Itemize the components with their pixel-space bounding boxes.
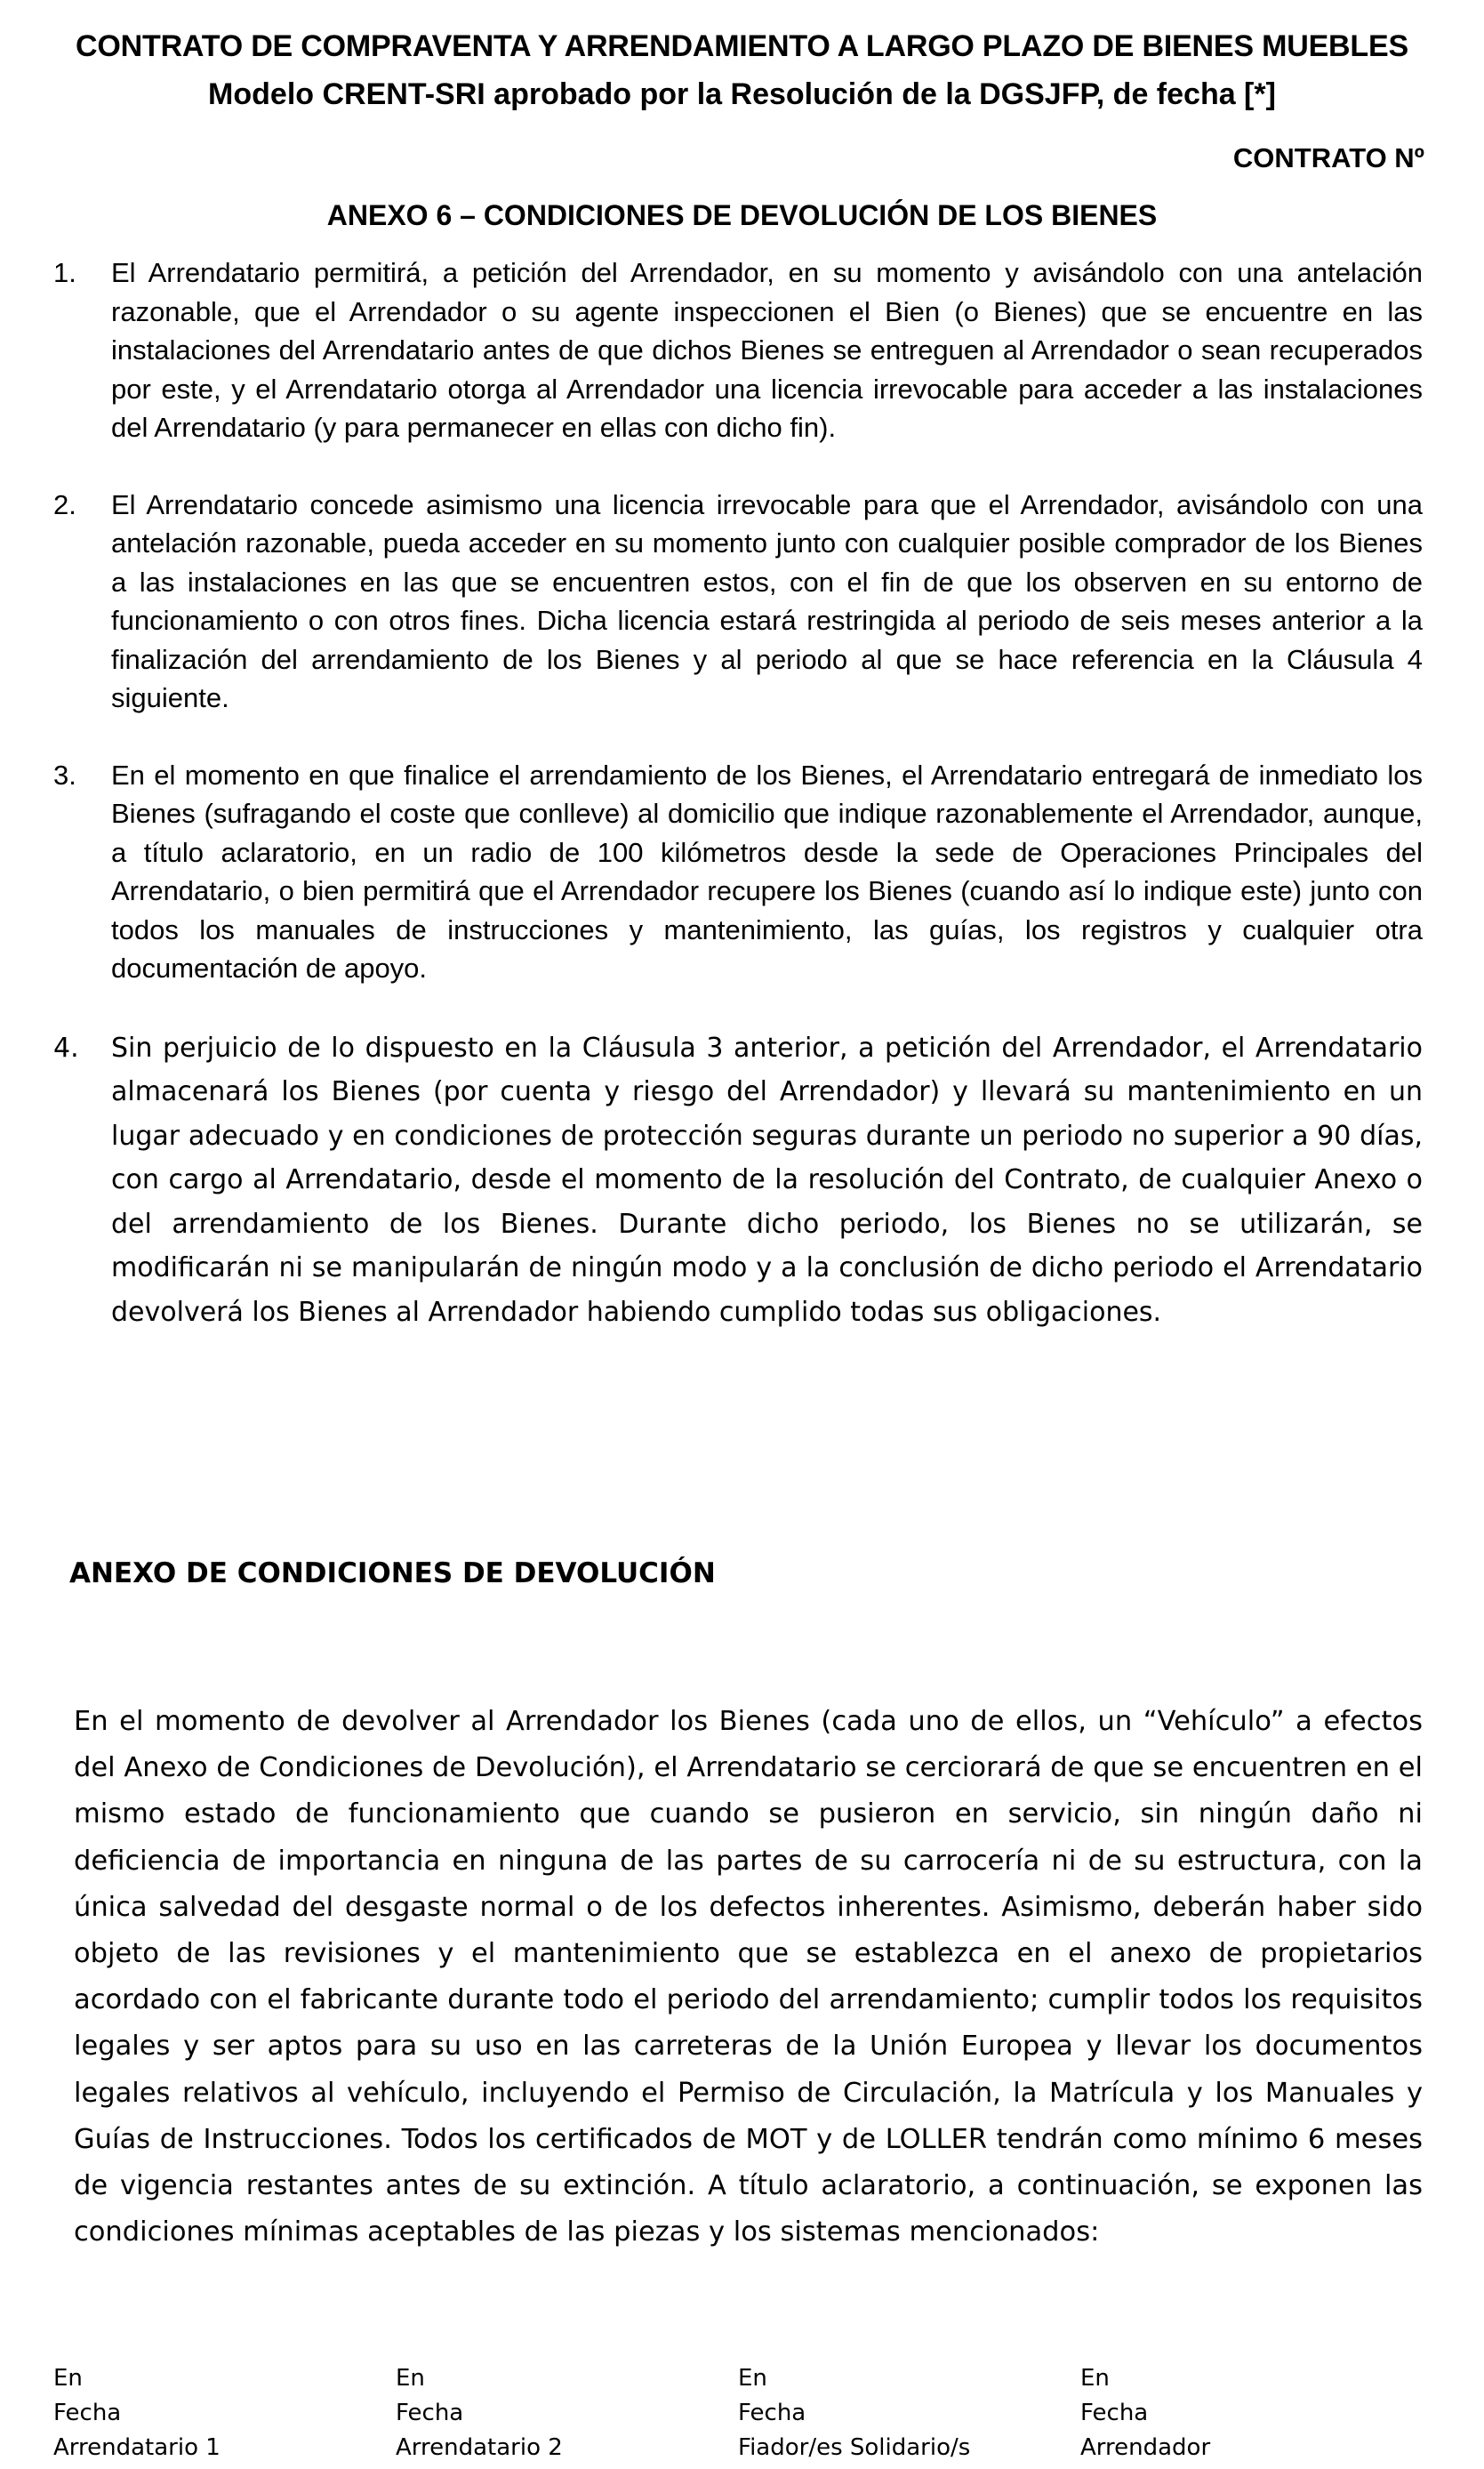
clause-number: 2. — [53, 488, 76, 520]
clause-1 — [53, 253, 1423, 447]
annex-title: ANEXO 6 – CONDICIONES DE DEVOLUCIÓN DE LOS BIENES — [326, 199, 1158, 231]
clause-3 — [53, 756, 1423, 988]
signature-role: Arrendador — [1080, 2434, 1211, 2461]
clause-number: 4. — [53, 1032, 79, 1064]
signature-date: Fecha — [396, 2400, 464, 2426]
clause-4 — [53, 1026, 1423, 1335]
clause-text: El Arrendatario permitirá, a petición del Arrendador, en su momento y avisándolo con una antelación razonable, que el Arrendador o su agente inspeccionen el Bien (o Bienes) que se encuentre en las instalaciones del Arrendatario antes de que dichos Bienes se entreguen al Arrendador o sean recuperados por este, y el Arrendatario otorga al Arrendador una licencia irrevocable para acceder a las instalaciones del Arrendatario (y para permanecer en ellas con dicho fin). — [111, 257, 1423, 443]
signature-arrendatario-2 — [396, 2361, 734, 2465]
signature-date: Fecha — [738, 2400, 806, 2426]
signature-place: En — [1080, 2365, 1110, 2392]
clause-text: El Arrendatario concede asimismo una licencia irrevocable para que el Arrendador, avisándolo con una antelación razonable, pueda acceder en su momento junto con cualquier posible comprador de los Bienes a las instalaciones en las que se encuentren estos, con el fin de que los observen en su entorno de funcionamiento o con otros fines. Dicha licencia estará restringida al periodo de seis meses anterior a la finalización del arrendamiento de los Bienes y al periodo al que se hace referencia en la Cláusula 4 siguiente. — [111, 488, 1423, 713]
signature-place: En — [53, 2365, 83, 2392]
clause-list — [53, 253, 1423, 1372]
signature-place: En — [738, 2365, 767, 2392]
clause-text: Sin perjuicio de lo dispuesto en la Cláusula 3 anterior, a petición del Arrendador, el Arrendatario almacenará los Bienes (por cuenta y riesgo del Arrendador) y llevará su mantenimiento en un lugar adecuado y en condiciones de protección seguras durante un periodo no superior a 90 días, con cargo al Arrendatario, desde el momento de la resolución del Contrato, de cualquier Anexo o del arrendamiento de los Bienes. Durante dicho periodo, los Bienes no se utilizarán, se modificarán ni se manipularán de ningún modo y a la conclusión de dicho periodo el Arrendatario devolverá los Bienes al Arrendador habiendo cumplido todas sus obligaciones. — [111, 1032, 1423, 1328]
clause-number: 1. — [53, 257, 76, 288]
signature-role: Fiador/es Solidario/s — [738, 2434, 971, 2461]
clause-text: En el momento en que finalice el arrendamiento de los Bienes, el Arrendatario entregará de inmediato los Bienes (sufragando el coste que conlleve) al domicilio que indique razonablemente el Arrendador, aunque, a título aclaratorio, en un radio de 100 kilómetros desde la sede de Operaciones Principales del Arrendatario, o bien permitirá que el Arrendador recupere los Bienes (cuando así lo indique este) junto con todos los manuales de instrucciones y mantenimiento, las guías, los registros y cualquier otra documentación de apoyo. — [111, 759, 1423, 984]
return-conditions-body: En el momento de devolver al Arrendador los Bienes (cada uno de ellos, un “Vehículo” a efectos del Anexo de Condiciones de Devolución), el Arrendatario se cerciorará de que se encuentren en el mismo estado de funcionamiento que cuando se pusieron en servicio, sin ningún daño ni deficiencia de importancia en ninguna de las partes de su carrocería ni de su estructura, con la única salvedad del desgaste normal o de los defectos inherentes. Asimismo, deberán haber sido objeto de las revisiones y el mantenimiento que se establezca en el anexo de propietarios acordado con el fabricante durante todo el periodo del arrendamiento; cumplir todos los requisitos legales y ser aptos para su uso en las carreteras de la Unión Europea y llevar los documentos legales relativos al vehículo, incluyendo el Permiso de Circulación, la Matrícula y los Manuales y Guías de Instrucciones. Todos los certificados de MOT y de LOLLER tendrán como mínimo 6 meses de vigencia restantes antes de su extinción. A título aclaratorio, a continuación, se exponen las condiciones mínimas aceptables de las piezas y los sistemas mencionados: — [74, 1706, 1423, 2248]
clause-2 — [53, 486, 1423, 718]
contract-number-label: CONTRATO Nº — [1232, 142, 1424, 173]
document-subtitle: Modelo CRENT-SRI aprobado por la Resolución de la DGSJFP, de fecha [*] — [208, 77, 1276, 111]
document-title: CONTRATO DE COMPRAVENTA Y ARRENDAMIENTO A LARGO PLAZO DE BIENES MUEBLES — [76, 29, 1408, 63]
signature-fiador — [738, 2361, 1076, 2465]
signature-block — [53, 2361, 1440, 2466]
signature-role: Arrendatario 2 — [396, 2434, 563, 2461]
signature-role: Arrendatario 1 — [53, 2434, 221, 2461]
signature-date: Fecha — [1080, 2400, 1149, 2426]
signature-place: En — [396, 2365, 425, 2392]
return-conditions-heading: ANEXO DE CONDICIONES DE DEVOLUCIÓN — [69, 1557, 716, 1589]
clause-number: 3. — [53, 759, 76, 791]
signature-arrendador — [1080, 2361, 1418, 2465]
signature-date: Fecha — [53, 2400, 122, 2426]
signature-arrendatario-1 — [53, 2361, 391, 2465]
